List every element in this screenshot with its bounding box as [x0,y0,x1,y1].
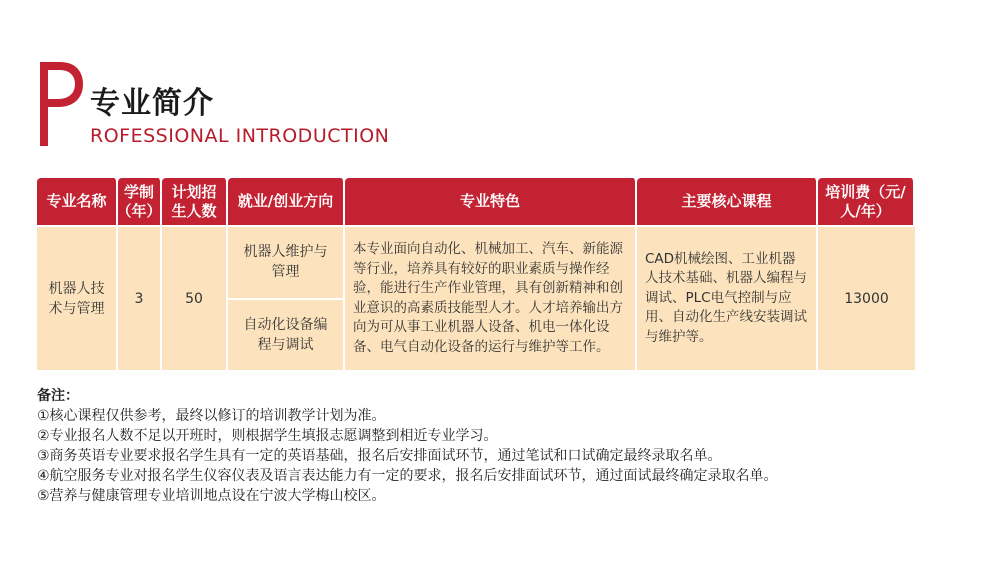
header-direction: 就业/创业方向 [228,178,345,227]
header-features: 专业特色 [345,178,637,227]
cell-enroll: 50 [162,227,228,370]
cell-program-name: 机器人技术与管理 [37,227,118,370]
note-item: ③商务英语专业要求报名学生具有一定的英语基础，报名后安排面试环节，通过笔试和口试确定最终录取名单。 [37,448,722,464]
header-years: 学制（年） [118,178,162,227]
cell-courses: CAD机械绘图、工业机器人技术基础、机器人编程与调试、PLC电气控制与应用、自动化生产线安装调试与维护等。 [637,227,818,370]
page-subtitle: ROFESSIONAL INTRODUCTION [90,125,390,147]
header-enroll: 计划招生人数 [162,178,228,227]
notes-section [37,386,778,506]
note-item: ②专业报名人数不足以开班时，则根据学生填报志愿调整到相近专业学习。 [37,428,498,444]
direction-item: 自动化设备编程与调试 [228,298,343,371]
direction-item: 机器人维护与管理 [228,227,343,298]
header-fee: 培训费（元/人/年） [818,178,915,227]
cell-years: 3 [118,227,162,370]
note-item: ④航空服务专业对报名学生仪容仪表及语言表达能力有一定的要求，报名后安排面试环节，通过面试最终确定录取名单。 [37,468,778,484]
note-item: ①核心课程仅供参考，最终以修订的培训教学计划为准。 [37,408,386,424]
note-item: ⑤营养与健康管理专业培训地点设在宁波大学梅山校区。 [37,488,386,504]
notes-title: 备注： [37,388,79,404]
cell-directions [228,227,345,370]
header-courses: 主要核心课程 [637,178,818,227]
page-title: 专业简介 [90,86,214,121]
p-letter-logo [36,58,86,148]
program-table [37,178,915,370]
cell-features: 本专业面向自动化、机械加工、汽车、新能源等行业，培养具有较好的职业素质与操作经验，能进行生产作业管理，具有创新精神和创业意识的高素质技能型人才。人才培养输出方向为可从事工业机器人设备、机电一体化设备、电气自动化设备的运行与维护等工作。 [345,227,637,370]
header-program-name: 专业名称 [37,178,118,227]
cell-fee: 13000 [818,227,915,370]
